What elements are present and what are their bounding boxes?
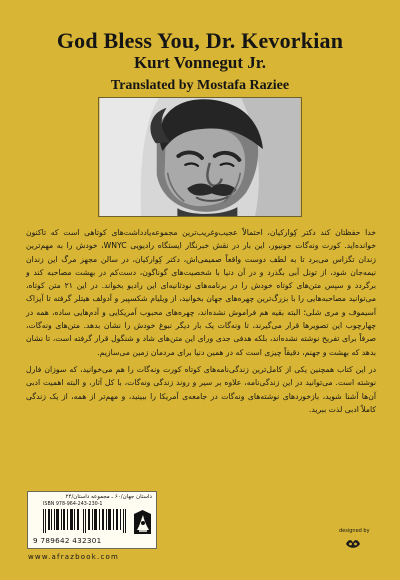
designed-by-label: designed by: [339, 528, 370, 534]
book-description: [26, 226, 376, 416]
description-paragraph-1: خدا حفظتان کند دکتر کِوارکیان، احتمالاً عجیب‌وغریب‌ترین مجموعه‌یادداشت‌های کوتاهی است که تاکنون خوانده‌اید. کورت ونه‌گات جونیور، این بار در نقش خبرنگار ایستگاه رادیویی WNYC، خودش را به مهم‌ترین زندان تگزاس می‌برد تا به لطف دوست واقعاً صمیمی‌اش، دکتر کِوارکیان، در سالن مجهز مرگ این زندان نیمه‌جان شود، از تونل آبی بگذرد و در آن دنیا با شخصیت‌های گوناگون، دست‌کم در بهشت مصاحبه کند و برگردد و سپس متن‌های کوتاه خودش را در برنامه‌های نودثانیه‌ای این رادیو بخواند. در این ۲۱ متن کوتاه، می‌توانید مصاحبه‌هایی را با بزرگ‌ترین چهره‌های جهان بخوانید، از ویلیام شکسپیر و آدولف هیتلر گرفته تا آیزاک آسیموف و مری شلی؛ البته بقیه هم فراموش نشده‌اند، چهره‌های محبوب آمریکایی و آدم‌هایی ساده، همه در چهارچوب این تصویرها قرار می‌گیرند، تا ونه‌گات یک بار دیگر نبوغ خودش را نشان بدهد. متن‌های ونه‌گات، صرفاً برای تفریح نوشته نشده‌اند، بلکه هدفی جدی ورای این متن‌های شاد و شنگول قرار گرفته است، تا نشان بدهد که بهشت و جهنم، دقیقاً چیزی است که در همین دنیا برای مردمان زمین می‌سازیم.: [26, 228, 377, 357]
author-photo: [98, 97, 302, 217]
designer-logo-icon: [344, 537, 362, 550]
publisher-website: www.afrazbook.com: [28, 553, 119, 561]
translator-credit: Translated by Mostafa Raziee: [110, 78, 290, 93]
isbn-number: ISBN 978-964-243-230-1: [43, 502, 103, 507]
series-info: داستان جهان/۶۰ ـ مجموعه داستان/۲۴: [65, 494, 152, 500]
barcode-icon: [43, 509, 129, 533]
barcode-box: [27, 491, 157, 549]
description-paragraph-2: در این کتاب همچنین یکی از کامل‌ترین زندگی‌نامه‌های کوتاه کورت ونه‌گات را هم می‌خوانید، که سوزان فارل نوشته است. می‌توانید در این زندگی‌نامه، علاوه بر سیر و روند زندگی ونه‌گات، با کل آثار، و البته اهمیت ادبی آن‌ها آشنا شوید، بازخوردهای نوشته‌های ونه‌گات در جامعه‌ی آمریکا را ببینید، و مهم‌تر از همه، از یک زندگی کاملاً ادبی لذت ببرید.: [26, 364, 376, 414]
publisher-logo-icon: [132, 509, 153, 536]
barcode-number: 9 789642 432301: [33, 536, 102, 545]
book-title: God Bless You, Dr. Kevorkian: [56, 28, 344, 53]
author-name: Kurt Vonnegut Jr.: [133, 53, 267, 72]
